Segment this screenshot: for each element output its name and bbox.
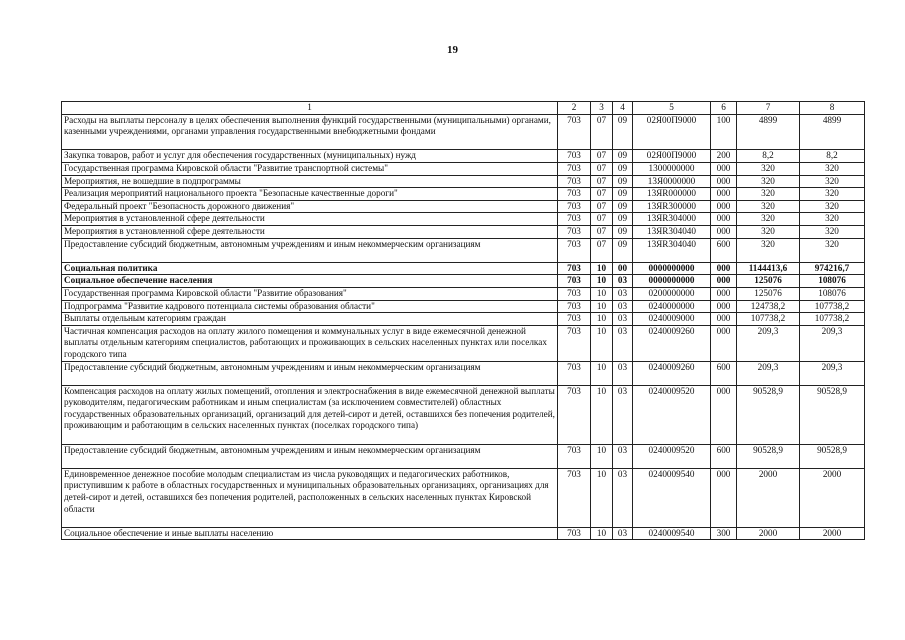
row-name-cell: Расходы на выплаты персоналу в целях обеспечения выполнения функций государственными (муниципальными) органами, казенными учреждениями, органами управления государственными внебюджетными фондами bbox=[62, 114, 558, 150]
expense-type-cell: 000 bbox=[711, 188, 737, 201]
expense-type-cell: 600 bbox=[711, 238, 737, 262]
subsection-cell: 03 bbox=[613, 325, 633, 361]
table-row bbox=[62, 238, 865, 262]
section-cell: 10 bbox=[591, 313, 613, 326]
table-row bbox=[62, 175, 865, 188]
ministry-code-cell: 703 bbox=[558, 275, 591, 288]
section-cell: 10 bbox=[591, 527, 613, 540]
row-name-cell: Выплаты отдельным категориям граждан bbox=[62, 313, 558, 326]
table-row bbox=[62, 114, 865, 150]
ministry-code-cell: 703 bbox=[558, 313, 591, 326]
ministry-code-cell: 703 bbox=[558, 361, 591, 385]
row-name-cell: Социальная политика bbox=[62, 262, 558, 275]
section-cell: 07 bbox=[591, 114, 613, 150]
amount-actual-cell: 90528,9 bbox=[800, 444, 865, 468]
section-cell: 07 bbox=[591, 238, 613, 262]
amount-actual-cell: 2000 bbox=[800, 468, 865, 527]
subsection-cell: 03 bbox=[613, 444, 633, 468]
subsection-cell: 09 bbox=[613, 162, 633, 175]
row-name-cell: Федеральный проект "Безопасность дорожного движения" bbox=[62, 200, 558, 213]
table-header-row bbox=[62, 102, 865, 115]
amount-actual-cell: 209,3 bbox=[800, 361, 865, 385]
amount-plan-cell: 8,2 bbox=[737, 150, 800, 163]
expense-type-cell: 000 bbox=[711, 275, 737, 288]
target-article-cell: 0240009000 bbox=[633, 313, 711, 326]
subsection-cell: 03 bbox=[613, 300, 633, 313]
expense-type-cell: 300 bbox=[711, 527, 737, 540]
table-row bbox=[62, 325, 865, 361]
target-article-cell: 0240009540 bbox=[633, 468, 711, 527]
header-cell: 3 bbox=[591, 102, 613, 115]
subsection-cell: 03 bbox=[613, 385, 633, 444]
section-cell: 10 bbox=[591, 385, 613, 444]
row-name-cell: Частичная компенсация расходов на оплату жилого помещения и коммунальных услуг в виде ежемесячной денежной выплаты отдельным категориям специалистов, работающих и проживающих в сельских населенных пунктах или поселках городского типа bbox=[62, 325, 558, 361]
subsection-cell: 00 bbox=[613, 262, 633, 275]
amount-actual-cell: 320 bbox=[800, 175, 865, 188]
target-article-cell: 0200000000 bbox=[633, 287, 711, 300]
expense-type-cell: 000 bbox=[711, 300, 737, 313]
header-cell: 7 bbox=[737, 102, 800, 115]
row-name-cell: Предоставление субсидий бюджетным, автономным учреждениям и иным некоммерческим организациям bbox=[62, 361, 558, 385]
header-cell: 4 bbox=[613, 102, 633, 115]
header-cell: 6 bbox=[711, 102, 737, 115]
table-row bbox=[62, 287, 865, 300]
section-cell: 07 bbox=[591, 175, 613, 188]
amount-actual-cell: 209,3 bbox=[800, 325, 865, 361]
amount-plan-cell: 320 bbox=[737, 213, 800, 226]
row-name-cell: Мероприятия, не вошедшие в подпрограммы bbox=[62, 175, 558, 188]
section-cell: 07 bbox=[591, 188, 613, 201]
ministry-code-cell: 703 bbox=[558, 262, 591, 275]
row-name-cell: Мероприятия в установленной сфере деятельности bbox=[62, 213, 558, 226]
table-row bbox=[62, 162, 865, 175]
table-row bbox=[62, 468, 865, 527]
subsection-cell: 09 bbox=[613, 213, 633, 226]
table-row bbox=[62, 361, 865, 385]
table-row bbox=[62, 213, 865, 226]
amount-plan-cell: 320 bbox=[737, 175, 800, 188]
ministry-code-cell: 703 bbox=[558, 325, 591, 361]
target-article-cell: 02Я00П9000 bbox=[633, 150, 711, 163]
ministry-code-cell: 703 bbox=[558, 300, 591, 313]
target-article-cell: 0240009520 bbox=[633, 444, 711, 468]
amount-actual-cell: 107738,2 bbox=[800, 313, 865, 326]
table-row bbox=[62, 150, 865, 163]
header-cell: 8 bbox=[800, 102, 865, 115]
amount-actual-cell: 320 bbox=[800, 162, 865, 175]
subsection-cell: 09 bbox=[613, 225, 633, 238]
expense-type-cell: 000 bbox=[711, 175, 737, 188]
table-row bbox=[62, 313, 865, 326]
amount-plan-cell: 209,3 bbox=[737, 361, 800, 385]
subsection-cell: 03 bbox=[613, 313, 633, 326]
amount-plan-cell: 2000 bbox=[737, 468, 800, 527]
ministry-code-cell: 703 bbox=[558, 213, 591, 226]
table-row bbox=[62, 225, 865, 238]
amount-plan-cell: 4899 bbox=[737, 114, 800, 150]
ministry-code-cell: 703 bbox=[558, 162, 591, 175]
expense-type-cell: 000 bbox=[711, 325, 737, 361]
target-article-cell: 0240009260 bbox=[633, 325, 711, 361]
subsection-cell: 03 bbox=[613, 287, 633, 300]
subsection-cell: 09 bbox=[613, 114, 633, 150]
amount-actual-cell: 320 bbox=[800, 225, 865, 238]
amount-plan-cell: 107738,2 bbox=[737, 313, 800, 326]
row-name-cell: Предоставление субсидий бюджетным, автономным учреждениям и иным некоммерческим организациям bbox=[62, 238, 558, 262]
amount-actual-cell: 108076 bbox=[800, 287, 865, 300]
expense-type-cell: 000 bbox=[711, 262, 737, 275]
amount-plan-cell: 125076 bbox=[737, 287, 800, 300]
target-article-cell: 0000000000 bbox=[633, 275, 711, 288]
amount-plan-cell: 209,3 bbox=[737, 325, 800, 361]
subsection-cell: 03 bbox=[613, 361, 633, 385]
expense-type-cell: 000 bbox=[711, 200, 737, 213]
row-name-cell: Единовременное денежное пособие молодым специалистам из числа руководящих и педагогических работников, приступившим к работе в областных государственных и муниципальных образовательных организациях, организациях для детей-сирот и детей, оставшихся без попечения родителей, расположенных в сельских населенных пунктах Кировской области bbox=[62, 468, 558, 527]
header-cell: 5 bbox=[633, 102, 711, 115]
table-row bbox=[62, 527, 865, 540]
row-name-cell: Государственная программа Кировской области "Развитие транспортной системы" bbox=[62, 162, 558, 175]
header-cell: 1 bbox=[62, 102, 558, 115]
target-article-cell: 13ЯR304040 bbox=[633, 225, 711, 238]
target-article-cell: 13ЯR304000 bbox=[633, 213, 711, 226]
expense-type-cell: 000 bbox=[711, 213, 737, 226]
section-cell: 10 bbox=[591, 275, 613, 288]
ministry-code-cell: 703 bbox=[558, 468, 591, 527]
section-cell: 10 bbox=[591, 300, 613, 313]
expense-type-cell: 000 bbox=[711, 385, 737, 444]
target-article-cell: 0240009260 bbox=[633, 361, 711, 385]
ministry-code-cell: 703 bbox=[558, 200, 591, 213]
section-cell: 07 bbox=[591, 213, 613, 226]
target-article-cell: 13ЯR304040 bbox=[633, 238, 711, 262]
expense-type-cell: 000 bbox=[711, 313, 737, 326]
target-article-cell: 13ЯR000000 bbox=[633, 188, 711, 201]
subsection-cell: 03 bbox=[613, 275, 633, 288]
page-number: 19 bbox=[447, 44, 458, 56]
amount-actual-cell: 2000 bbox=[800, 527, 865, 540]
subsection-cell: 09 bbox=[613, 188, 633, 201]
amount-actual-cell: 8,2 bbox=[800, 150, 865, 163]
amount-actual-cell: 320 bbox=[800, 238, 865, 262]
table-row bbox=[62, 300, 865, 313]
target-article-cell: 0240009540 bbox=[633, 527, 711, 540]
expense-type-cell: 000 bbox=[711, 225, 737, 238]
amount-plan-cell: 320 bbox=[737, 238, 800, 262]
amount-actual-cell: 108076 bbox=[800, 275, 865, 288]
target-article-cell: 0240000000 bbox=[633, 300, 711, 313]
ministry-code-cell: 703 bbox=[558, 238, 591, 262]
budget-table bbox=[61, 101, 865, 540]
ministry-code-cell: 703 bbox=[558, 150, 591, 163]
expense-type-cell: 600 bbox=[711, 361, 737, 385]
row-name-cell: Компенсация расходов на оплату жилых помещений, отопления и электроснабжения в виде ежемесячной денежной выплаты руководителям, педагогическим работникам и иным специалистам (за исключением совместителей) областных государственных образовательных организаций, организаций для детей-сирот и детей, оставшихся без попечения родителей, проживающим и работающим в сельских населенных пунктах (поселках городского типа) bbox=[62, 385, 558, 444]
subsection-cell: 09 bbox=[613, 200, 633, 213]
ministry-code-cell: 703 bbox=[558, 385, 591, 444]
amount-plan-cell: 124738,2 bbox=[737, 300, 800, 313]
row-name-cell: Социальное обеспечение населения bbox=[62, 275, 558, 288]
expense-type-cell: 000 bbox=[711, 162, 737, 175]
expense-type-cell: 200 bbox=[711, 150, 737, 163]
section-cell: 10 bbox=[591, 444, 613, 468]
amount-actual-cell: 320 bbox=[800, 200, 865, 213]
row-name-cell: Предоставление субсидий бюджетным, автономным учреждениям и иным некоммерческим организациям bbox=[62, 444, 558, 468]
ministry-code-cell: 703 bbox=[558, 175, 591, 188]
subsection-cell: 09 bbox=[613, 175, 633, 188]
row-name-cell: Реализация мероприятий национального проекта "Безопасные качественные дороги" bbox=[62, 188, 558, 201]
table-row bbox=[62, 262, 865, 275]
amount-plan-cell: 125076 bbox=[737, 275, 800, 288]
target-article-cell: 0000000000 bbox=[633, 262, 711, 275]
row-name-cell: Мероприятия в установленной сфере деятельности bbox=[62, 225, 558, 238]
subsection-cell: 09 bbox=[613, 150, 633, 163]
amount-actual-cell: 4899 bbox=[800, 114, 865, 150]
expense-type-cell: 100 bbox=[711, 114, 737, 150]
amount-plan-cell: 320 bbox=[737, 162, 800, 175]
table-row bbox=[62, 444, 865, 468]
ministry-code-cell: 703 bbox=[558, 188, 591, 201]
subsection-cell: 03 bbox=[613, 527, 633, 540]
header-cell: 2 bbox=[558, 102, 591, 115]
row-name-cell: Социальное обеспечение и иные выплаты населению bbox=[62, 527, 558, 540]
table-row bbox=[62, 188, 865, 201]
amount-plan-cell: 320 bbox=[737, 225, 800, 238]
section-cell: 07 bbox=[591, 162, 613, 175]
amount-plan-cell: 90528,9 bbox=[737, 444, 800, 468]
ministry-code-cell: 703 bbox=[558, 527, 591, 540]
amount-plan-cell: 320 bbox=[737, 200, 800, 213]
ministry-code-cell: 703 bbox=[558, 114, 591, 150]
section-cell: 10 bbox=[591, 325, 613, 361]
section-cell: 07 bbox=[591, 200, 613, 213]
ministry-code-cell: 703 bbox=[558, 444, 591, 468]
amount-actual-cell: 974216,7 bbox=[800, 262, 865, 275]
amount-plan-cell: 2000 bbox=[737, 527, 800, 540]
section-cell: 07 bbox=[591, 150, 613, 163]
target-article-cell: 13ЯR300000 bbox=[633, 200, 711, 213]
row-name-cell: Закупка товаров, работ и услуг для обеспечения государственных (муниципальных) нужд bbox=[62, 150, 558, 163]
subsection-cell: 09 bbox=[613, 238, 633, 262]
target-article-cell: 0240009520 bbox=[633, 385, 711, 444]
target-article-cell: 1300000000 bbox=[633, 162, 711, 175]
table-row bbox=[62, 275, 865, 288]
amount-plan-cell: 1144413,6 bbox=[737, 262, 800, 275]
row-name-cell: Подпрограмма "Развитие кадрового потенциала системы образования области" bbox=[62, 300, 558, 313]
section-cell: 10 bbox=[591, 468, 613, 527]
section-cell: 10 bbox=[591, 361, 613, 385]
amount-actual-cell: 90528,9 bbox=[800, 385, 865, 444]
target-article-cell: 13Я0000000 bbox=[633, 175, 711, 188]
row-name-cell: Государственная программа Кировской области "Развитие образования" bbox=[62, 287, 558, 300]
table-row bbox=[62, 385, 865, 444]
section-cell: 10 bbox=[591, 287, 613, 300]
subsection-cell: 03 bbox=[613, 468, 633, 527]
section-cell: 10 bbox=[591, 262, 613, 275]
target-article-cell: 02Я00П9000 bbox=[633, 114, 711, 150]
section-cell: 07 bbox=[591, 225, 613, 238]
amount-actual-cell: 320 bbox=[800, 213, 865, 226]
amount-plan-cell: 90528,9 bbox=[737, 385, 800, 444]
expense-type-cell: 600 bbox=[711, 444, 737, 468]
table-row bbox=[62, 200, 865, 213]
ministry-code-cell: 703 bbox=[558, 225, 591, 238]
amount-actual-cell: 107738,2 bbox=[800, 300, 865, 313]
amount-actual-cell: 320 bbox=[800, 188, 865, 201]
expense-type-cell: 000 bbox=[711, 468, 737, 527]
expense-type-cell: 000 bbox=[711, 287, 737, 300]
amount-plan-cell: 320 bbox=[737, 188, 800, 201]
ministry-code-cell: 703 bbox=[558, 287, 591, 300]
